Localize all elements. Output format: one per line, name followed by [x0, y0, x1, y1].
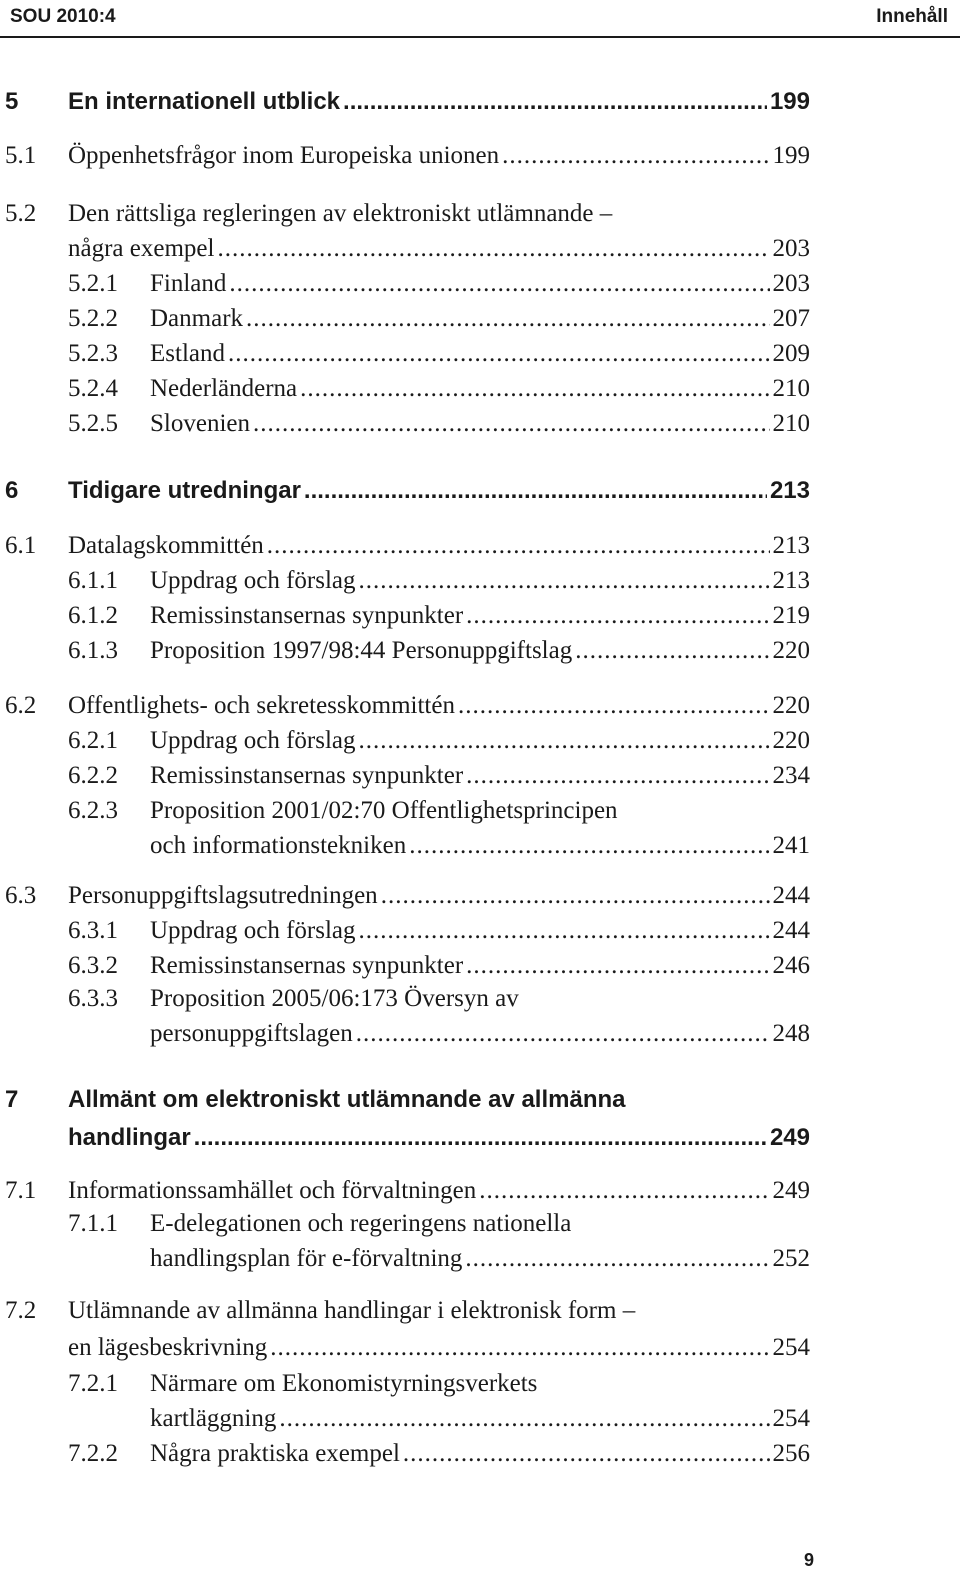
toc-number: 5.2.4 [68, 375, 118, 402]
dot-leader [304, 477, 767, 505]
toc-title: Personuppgiftslagsutredningen [68, 882, 378, 909]
toc-leader-line [150, 270, 810, 298]
toc-page: 234 [772, 762, 810, 789]
toc-number: 5.2.1 [68, 270, 118, 297]
toc-leader-line [150, 917, 810, 945]
toc-title: några exempel [68, 235, 215, 262]
dot-leader [403, 1440, 770, 1468]
toc-number: 6.1.1 [68, 567, 118, 594]
toc-leader-line [150, 1245, 810, 1273]
toc-title-line: Den rättsliga regleringen av elektroniskt utlämnande – [68, 200, 613, 227]
toc-number: 7 [5, 1086, 19, 1113]
toc-leader-line [150, 1405, 810, 1433]
toc-leader-line [68, 88, 810, 116]
toc-number: 7.1.1 [68, 1210, 118, 1237]
toc-title: Danmark [150, 305, 244, 332]
toc-page: 209 [772, 340, 810, 367]
toc-leader-line [68, 882, 810, 910]
toc-number: 6 [5, 477, 19, 504]
toc-page: 199 [769, 88, 810, 115]
toc-title: Uppdrag och förslag [150, 917, 356, 944]
toc-title: Informationssamhället och förvaltningen [68, 1177, 477, 1204]
toc-number: 5.2.2 [68, 305, 118, 332]
toc-page: 213 [772, 532, 810, 559]
dot-leader [217, 235, 769, 263]
toc-leader-line [150, 637, 810, 665]
toc-title-line: Utlämnande av allmänna handlingar i elektronisk form – [68, 1297, 636, 1324]
toc-number: 6.2.3 [68, 797, 118, 824]
toc-title: kartläggning [150, 1405, 277, 1432]
toc-title: Nederländerna [150, 375, 298, 402]
toc-number: 6.3.1 [68, 917, 118, 944]
toc-number: 7.1 [5, 1177, 37, 1204]
toc-page: 213 [769, 477, 810, 504]
toc-title: personuppgiftslagen [150, 1020, 353, 1047]
toc-title: Uppdrag och förslag [150, 727, 356, 754]
toc-page: 254 [772, 1334, 810, 1361]
dot-leader [466, 602, 769, 630]
toc-page: 219 [772, 602, 810, 629]
toc-title: Proposition 1997/98:44 Personuppgiftslag [150, 637, 573, 664]
toc-leader-line [150, 305, 810, 333]
toc-title: Offentlighets- och sekretesskommittén [68, 692, 455, 719]
toc-title-line: Närmare om Ekonomistyrningsverkets [150, 1370, 538, 1397]
dot-leader [466, 952, 769, 980]
toc-leader-line [150, 952, 810, 980]
dot-leader [465, 1245, 769, 1273]
toc-page: 220 [772, 727, 810, 754]
dot-leader [502, 142, 769, 170]
dot-leader [253, 410, 770, 438]
dot-leader [575, 637, 769, 665]
page-number: 9 [803, 1550, 814, 1570]
toc-number: 5.2 [5, 200, 37, 227]
toc-leader-line [150, 602, 810, 630]
toc-page: 244 [772, 917, 810, 944]
toc-title: Remissinstansernas synpunkter [150, 602, 464, 629]
toc-title: Datalagskommittén [68, 532, 264, 559]
toc-title: Estland [150, 340, 225, 367]
toc-number: 5.2.5 [68, 410, 118, 437]
toc-title: handlingsplan för e-förvaltning [150, 1245, 463, 1272]
toc-page: 207 [772, 305, 810, 332]
toc-page: 213 [772, 567, 810, 594]
dot-leader [300, 375, 769, 403]
toc-leader-line [150, 410, 810, 438]
toc-number: 6.1.2 [68, 602, 118, 629]
toc-page: 210 [772, 410, 810, 437]
toc-title: Öppenhetsfrågor inom Europeiska unionen [68, 142, 500, 169]
toc-title-line: Proposition 2005/06:173 Översyn av [150, 985, 519, 1012]
toc-leader-line [68, 235, 810, 263]
toc-leader-line [150, 567, 810, 595]
toc-number: 5 [5, 88, 19, 115]
toc-page: 252 [772, 1245, 810, 1272]
toc-page: 248 [772, 1020, 810, 1047]
toc-leader-line [68, 142, 810, 170]
dot-leader [466, 762, 769, 790]
dot-leader [409, 832, 769, 860]
dot-leader [381, 882, 770, 910]
toc-page: 199 [772, 142, 810, 169]
toc-leader-line [150, 1020, 810, 1048]
toc-page: 203 [772, 270, 810, 297]
toc-number: 6.1 [5, 532, 37, 559]
toc-page: 246 [772, 952, 810, 979]
toc-number: 6.2.2 [68, 762, 118, 789]
dot-leader [228, 340, 770, 368]
toc-number: 6.2 [5, 692, 37, 719]
toc-page: 244 [772, 882, 810, 909]
toc-number: 6.3.3 [68, 985, 118, 1012]
toc-title: Remissinstansernas synpunkter [150, 952, 464, 979]
toc-leader-line [68, 1177, 810, 1205]
dot-leader [343, 88, 767, 116]
toc-leader-line [150, 762, 810, 790]
toc-title-line: E-delegationen och regeringens nationella [150, 1210, 572, 1237]
dot-leader [359, 567, 770, 595]
toc-leader-line [150, 375, 810, 403]
toc-leader-line [68, 532, 810, 560]
dot-leader [359, 917, 770, 945]
toc-page: 210 [772, 375, 810, 402]
dot-leader [479, 1177, 769, 1205]
toc-number: 5.2.3 [68, 340, 118, 367]
toc-number: 7.2 [5, 1297, 37, 1324]
toc-page: 256 [772, 1440, 810, 1467]
toc-number: 5.1 [5, 142, 37, 169]
toc-leader-line [68, 1124, 810, 1152]
toc-number: 7.2.2 [68, 1440, 118, 1467]
toc-page: 254 [772, 1405, 810, 1432]
dot-leader [267, 532, 770, 560]
toc-title: En internationell utblick [68, 88, 341, 115]
dot-leader [458, 692, 770, 720]
toc-leader-line [68, 1334, 810, 1362]
toc-page: 220 [772, 692, 810, 719]
dot-leader [194, 1124, 767, 1152]
toc-leader-line [150, 832, 810, 860]
toc-title: Finland [150, 270, 227, 297]
toc-number: 6.3 [5, 882, 37, 909]
toc-number: 7.2.1 [68, 1370, 118, 1397]
toc-title: Remissinstansernas synpunkter [150, 762, 464, 789]
toc-number: 6.3.2 [68, 952, 118, 979]
document-series: SOU 2010:4 [10, 6, 116, 27]
toc-title: Uppdrag och förslag [150, 567, 356, 594]
dot-leader [229, 270, 769, 298]
toc-leader-line [150, 1440, 810, 1468]
toc-number: 6.2.1 [68, 727, 118, 754]
toc-page: 203 [772, 235, 810, 262]
toc-leader-line [68, 692, 810, 720]
toc-page: 249 [769, 1124, 810, 1151]
toc-leader-line [68, 477, 810, 505]
toc-title-line: Proposition 2001/02:70 Offentlighetsprincipen [150, 797, 618, 824]
toc-leader-line [150, 340, 810, 368]
toc-page: 220 [772, 637, 810, 664]
toc-number: 6.1.3 [68, 637, 118, 664]
dot-leader [279, 1405, 769, 1433]
toc-title: en lägesbeskrivning [68, 1334, 268, 1361]
toc-title: Tidigare utredningar [68, 477, 301, 504]
toc-title: Slovenien [150, 410, 250, 437]
toc-page: 241 [772, 832, 810, 859]
dot-leader [270, 1334, 769, 1362]
dot-leader [359, 727, 770, 755]
dot-leader [356, 1020, 770, 1048]
dot-leader [246, 305, 769, 333]
toc-page: 249 [772, 1177, 810, 1204]
toc-title: Några praktiska exempel [150, 1440, 400, 1467]
toc-title: och informationstekniken [150, 832, 407, 859]
toc-title-line: Allmänt om elektroniskt utlämnande av allmänna [68, 1086, 626, 1113]
section-title: Innehåll [876, 6, 948, 27]
toc-leader-line [150, 727, 810, 755]
toc-title: handlingar [68, 1124, 191, 1151]
